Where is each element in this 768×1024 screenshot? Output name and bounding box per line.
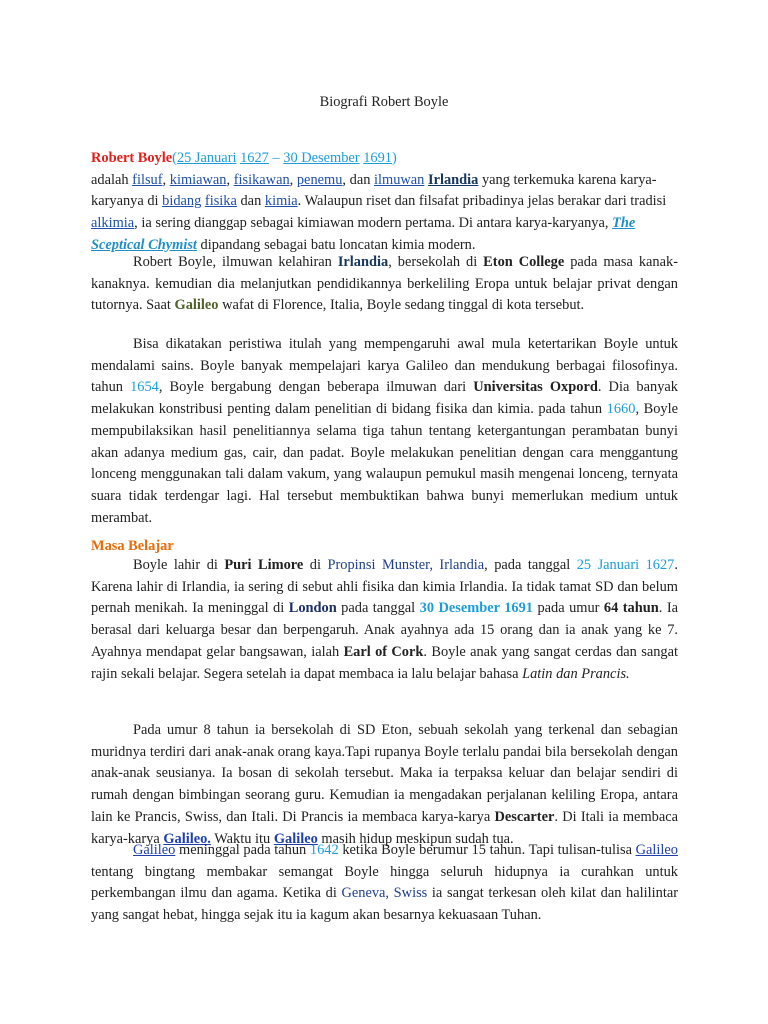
- link-birth-day[interactable]: 25 Januari: [176, 150, 237, 166]
- link-galileo-1[interactable]: Galileo.: [163, 830, 211, 847]
- birth-date: 25 Januari 1627: [576, 557, 675, 573]
- link-alkimia[interactable]: alkimia: [91, 215, 135, 232]
- intro-sep: ,: [289, 171, 297, 188]
- p3-text: , Boyle bergabung dengan beberapa ilmuwan dari: [158, 379, 474, 396]
- link-galileo-3[interactable]: Galileo: [133, 842, 176, 858]
- link-galileo-2[interactable]: Galileo: [273, 830, 318, 847]
- p2-text: pada masa kanak-kanaknya. kemudian dia melanjutkan pendidikannya berkeliling Eropa untuk belajar privat dengan tutornya. Saat: [91, 254, 678, 314]
- paragraph-science: [91, 334, 678, 529]
- p6-text: meninggal pada tahun: [175, 842, 310, 858]
- intro-sep: , dan: [342, 171, 374, 188]
- p5-text: Waktu itu: [210, 830, 274, 847]
- p4-sep: ,: [429, 557, 440, 573]
- year-1660: 1660: [606, 401, 636, 418]
- paren-open: (: [172, 150, 177, 166]
- link-kimiawan[interactable]: kimiawan: [169, 171, 227, 188]
- universitas-oxpord: Universitas Oxpord: [473, 379, 598, 396]
- propinsi-munster: Propinsi Munster: [327, 557, 430, 573]
- p2-text: Robert Boyle, ilmuwan kelahiran: [133, 254, 338, 270]
- p6-text: ketika Boyle berumur 15 tahun. Tapi tulisan-tulisa: [338, 842, 636, 858]
- link-bidang[interactable]: bidang: [162, 193, 202, 210]
- earl-of-cork: Earl of Cork: [343, 643, 424, 660]
- p2-text: wafat di Florence, Italia, Boyle sedang tinggal di kota tersebut.: [218, 297, 585, 314]
- p4-text: pada tanggal: [336, 600, 420, 617]
- paragraph-birth: [91, 555, 678, 685]
- intro-sep: dan: [236, 193, 265, 210]
- intro-text: , ia sering dianggap sebagai kimiawan modern pertama. Di antara karya-karyanya,: [134, 215, 613, 232]
- irlandia-text: Irlandia: [439, 557, 485, 573]
- p4-text: di: [303, 557, 328, 573]
- link-irlandia[interactable]: Irlandia: [427, 171, 479, 188]
- year-1642: 1642: [309, 842, 339, 858]
- link-kimia[interactable]: kimia: [264, 193, 298, 210]
- p4-text: . Boyle anak yang sangat cerdas dan sangat rajin sekali belajar. Segera setelah ia dapat membaca ia lalu belajar bahasa: [91, 643, 678, 682]
- p2-text: , bersekolah di: [388, 254, 484, 270]
- intro-text: . Walaupun riset dan filsafat pribadinya jelas berakar dari tradisi: [297, 193, 667, 210]
- link-penemu[interactable]: penemu: [296, 171, 343, 188]
- p3-text: , Boyle mempubilaksikan hasil penelitiannya selama tiga tahun tentang ketergantungan perambatan bunyi akan adanya medium gas, cair, dan padat. Boyle melakukan penelitian dengan cara menggantung lonceng menggunakan tali dalam vakum, yang walaupun pemukul masih mengenai lonceng, ternyata suara tidak terdengar lagi. Hal tersebut membuktikan bahwa bunyi memerlukan medium untuk merambat.: [91, 401, 678, 526]
- date-dash: –: [268, 150, 284, 166]
- p3-text: Bisa dikatakan peristiwa itulah yang mempengaruhi awal mula ketertarikan Boyle untuk mendalami sains. Boyle banyak mempelajari karya Galileo dan mendukung berbagai filosofinya. tahun: [91, 336, 678, 396]
- link-ilmuwan[interactable]: ilmuwan: [374, 171, 425, 188]
- paragraph-early-life: [91, 252, 678, 317]
- death-date: 30 Desember 1691: [419, 600, 533, 617]
- p6-text: ia sangat terkesan oleh kilat dan halilintar yang sangat hebat, hingga sejak itu ia kagum akan besarnya kekuasaan Tuhan.: [91, 885, 678, 924]
- intro-paragraph: [91, 148, 678, 257]
- link-irlandia-2[interactable]: Irlandia: [337, 254, 389, 270]
- p5-text: masih hidup meskipun sudah tua.: [317, 830, 514, 847]
- geneva: Geneva: [341, 885, 386, 902]
- intro-text: yang terkemuka karena karya-karyanya di: [91, 171, 657, 210]
- galileo-highlight: Galileo: [174, 297, 219, 314]
- document-title: Biografi Robert Boyle: [319, 94, 449, 110]
- paren-close: ): [391, 150, 397, 166]
- intro-sep: ,: [162, 171, 170, 188]
- london: London: [288, 600, 337, 617]
- link-fisikawan[interactable]: fisikawan: [233, 171, 290, 188]
- link-death-day[interactable]: 30 Desember: [283, 150, 360, 166]
- puri-limore: Puri Limore: [224, 557, 304, 573]
- p5-text: Pada umur 8 tahun ia bersekolah di SD Eton, sebuah sekolah yang terkenal dan sebagian muridnya terdiri dari anak-anak orang kaya.Tapi rupanya Boyle terlalu pandai bila bersekolah dengan anak-anak seusianya. Ia bosan di sekolah tersebut. Maka ia terpaksa keluar dan belajar sendiri di rumah dengan bimbingan seorang guru. Kemudian ia mengadakan perjalanan keliling Eropa, antara lain ke Prancis, Swiss, dan Itali. Di Prancis ia membaca karya-karya: [91, 722, 678, 825]
- p4-text: . Ia berasal dari keluarga besar dan berpengaruh. Anak ayahnya ada 15 orang dan ia anak yang ke 7. Ayahnya mendapat gelar bangsawan, ialah: [91, 600, 678, 660]
- age-at-death: 64 tahun: [603, 600, 659, 617]
- link-fisika[interactable]: fisika: [204, 193, 237, 210]
- p4-text: Boyle lahir di: [133, 557, 225, 573]
- link-death-year[interactable]: 1691: [363, 150, 392, 166]
- intro-text: adalah: [91, 171, 133, 188]
- p5-text: . Di Itali ia membaca karya-karya: [91, 808, 678, 847]
- heading-text: Masa Belajar: [91, 538, 174, 554]
- link-galileo-4[interactable]: Galileo: [635, 842, 678, 858]
- link-filsuf[interactable]: filsuf: [132, 171, 163, 188]
- year-1654: 1654: [130, 379, 159, 396]
- link-birth-year[interactable]: 1627: [240, 150, 269, 166]
- p6-text: tentang bingtang membakar semangat Boyle hingga seluruh hidupnya ia curahkan untuk perkembangan ilmu dan agama. Ketika di: [91, 863, 678, 902]
- swiss: Swiss: [393, 885, 428, 902]
- p3-text: . Dia banyak melakukan konstribusi penting dalam penelitian di bidang fisika dan kimia. pada tahun: [91, 379, 678, 418]
- link-sceptical-chymist[interactable]: The Sceptical Chymist: [91, 215, 636, 253]
- p4-text: pada umur: [532, 600, 604, 617]
- languages: Latin dan Prancis.: [522, 665, 630, 682]
- eton-college: Eton College: [483, 254, 565, 270]
- descarter: Descarter: [494, 808, 555, 825]
- intro-sep: ,: [226, 171, 234, 188]
- p4-text: . Karena lahir di Irlandia, ia sering di sebut ahli fisika dan kimia Irlandia. Ia tidak tamat SD dan belum pernah menikah. Ia meninggal di: [91, 557, 678, 617]
- name-robert-boyle: Robert Boyle: [91, 150, 173, 166]
- paragraph-school: [91, 720, 678, 850]
- intro-text: dipandang sebagai batu loncatan kimia modern.: [196, 236, 476, 253]
- p6-sep: ,: [385, 885, 394, 902]
- p4-text: , pada tanggal: [484, 557, 577, 573]
- paragraph-galileo: [91, 840, 678, 927]
